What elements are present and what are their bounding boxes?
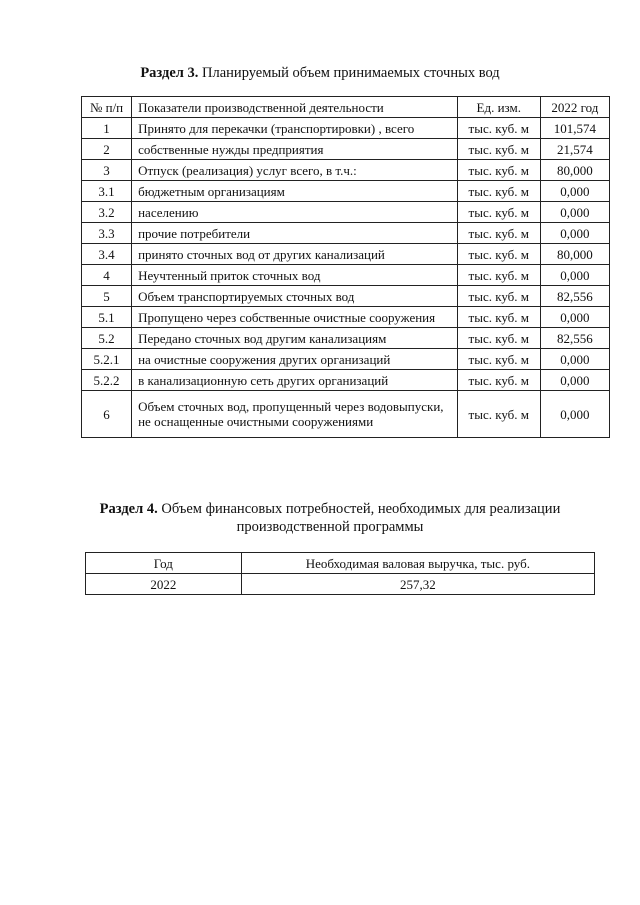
row-unit: тыс. куб. м <box>457 307 540 328</box>
row-unit: тыс. куб. м <box>457 118 540 139</box>
row-number: 5.2.2 <box>82 370 132 391</box>
row-number: 5.2 <box>82 328 132 349</box>
row-number: 5 <box>82 286 132 307</box>
row-year: 2022 <box>86 574 242 595</box>
row-indicator: Неучтенный приток сточных вод <box>132 265 458 286</box>
section-3-label: Раздел 3. <box>140 65 199 81</box>
row-unit: тыс. куб. м <box>457 244 540 265</box>
table-row <box>82 139 610 160</box>
col-header-revenue: Необходимая валовая выручка, тыс. руб. <box>241 553 594 574</box>
section-4-title <box>60 500 600 536</box>
table-row <box>82 181 610 202</box>
row-indicator: прочие потребители <box>132 223 458 244</box>
row-unit: тыс. куб. м <box>457 181 540 202</box>
table-row <box>82 223 610 244</box>
row-unit: тыс. куб. м <box>457 265 540 286</box>
row-indicator: в канализационную сеть других организаций <box>132 370 458 391</box>
table-row <box>82 349 610 370</box>
row-unit: тыс. куб. м <box>457 160 540 181</box>
row-unit: тыс. куб. м <box>457 286 540 307</box>
table-row <box>82 160 610 181</box>
row-indicator: принято сточных вод от других канализаций <box>132 244 458 265</box>
row-indicator: бюджетным организациям <box>132 181 458 202</box>
row-value-2022: 82,556 <box>540 328 609 349</box>
section-4-title-text: Объем финансовых потребностей, необходимых для реализации производственной программы <box>157 501 561 535</box>
row-value-2022: 0,000 <box>540 202 609 223</box>
table-header-row <box>82 97 610 118</box>
row-value-2022: 0,000 <box>540 370 609 391</box>
table-header-row <box>86 553 595 574</box>
section-4-label: Раздел 4. <box>99 501 158 517</box>
row-unit: тыс. куб. м <box>457 223 540 244</box>
row-indicator: Отпуск (реализация) услуг всего, в т.ч.: <box>132 160 458 181</box>
row-unit: тыс. куб. м <box>457 391 540 438</box>
row-indicator: Объем сточных вод, пропущенный через водовыпуски, не оснащенные очистными сооружениями <box>132 391 458 438</box>
row-number: 4 <box>82 265 132 286</box>
table-row <box>82 265 610 286</box>
table-row <box>82 244 610 265</box>
row-unit: тыс. куб. м <box>457 328 540 349</box>
row-number: 3.4 <box>82 244 132 265</box>
row-value-2022: 0,000 <box>540 265 609 286</box>
row-unit: тыс. куб. м <box>457 139 540 160</box>
col-header-unit: Ед. изм. <box>457 97 540 118</box>
row-number: 3 <box>82 160 132 181</box>
row-number: 5.2.1 <box>82 349 132 370</box>
row-number: 5.1 <box>82 307 132 328</box>
row-indicator: Передано сточных вод другим канализациям <box>132 328 458 349</box>
section-3-title-text: Планируемый объем принимаемых сточных вод <box>198 65 500 81</box>
row-value-2022: 21,574 <box>540 139 609 160</box>
row-number: 1 <box>82 118 132 139</box>
row-indicator: на очистные сооружения других организаций <box>132 349 458 370</box>
table-row <box>82 328 610 349</box>
row-value-2022: 80,000 <box>540 244 609 265</box>
table-row <box>82 202 610 223</box>
row-indicator: населению <box>132 202 458 223</box>
col-header-number: № п/п <box>82 97 132 118</box>
section-3-title <box>0 64 640 82</box>
row-value-2022: 0,000 <box>540 391 609 438</box>
row-indicator: Принято для перекачки (транспортировки) , всего <box>132 118 458 139</box>
section-3-table-body <box>82 118 610 438</box>
row-unit: тыс. куб. м <box>457 202 540 223</box>
row-unit: тыс. куб. м <box>457 349 540 370</box>
section-4-table <box>85 552 595 595</box>
table-row <box>82 391 610 438</box>
table-row <box>82 118 610 139</box>
table-row <box>86 574 595 595</box>
table-row <box>82 286 610 307</box>
row-value-2022: 0,000 <box>540 307 609 328</box>
row-value-2022: 101,574 <box>540 118 609 139</box>
table-row <box>82 370 610 391</box>
row-number: 2 <box>82 139 132 160</box>
row-number: 3.2 <box>82 202 132 223</box>
row-value-2022: 0,000 <box>540 223 609 244</box>
row-unit: тыс. куб. м <box>457 370 540 391</box>
section-3-table <box>81 96 610 438</box>
row-revenue: 257,32 <box>241 574 594 595</box>
row-number: 6 <box>82 391 132 438</box>
row-indicator: собственные нужды предприятия <box>132 139 458 160</box>
col-header-indicator: Показатели производственной деятельности <box>132 97 458 118</box>
row-indicator: Объем транспортируемых сточных вод <box>132 286 458 307</box>
row-value-2022: 82,556 <box>540 286 609 307</box>
row-indicator: Пропущено через собственные очистные сооружения <box>132 307 458 328</box>
table-row <box>82 307 610 328</box>
row-value-2022: 0,000 <box>540 349 609 370</box>
row-number: 3.3 <box>82 223 132 244</box>
section-4-table-body <box>86 574 595 595</box>
row-value-2022: 80,000 <box>540 160 609 181</box>
row-value-2022: 0,000 <box>540 181 609 202</box>
col-header-2022: 2022 год <box>540 97 609 118</box>
row-number: 3.1 <box>82 181 132 202</box>
col-header-year: Год <box>86 553 242 574</box>
